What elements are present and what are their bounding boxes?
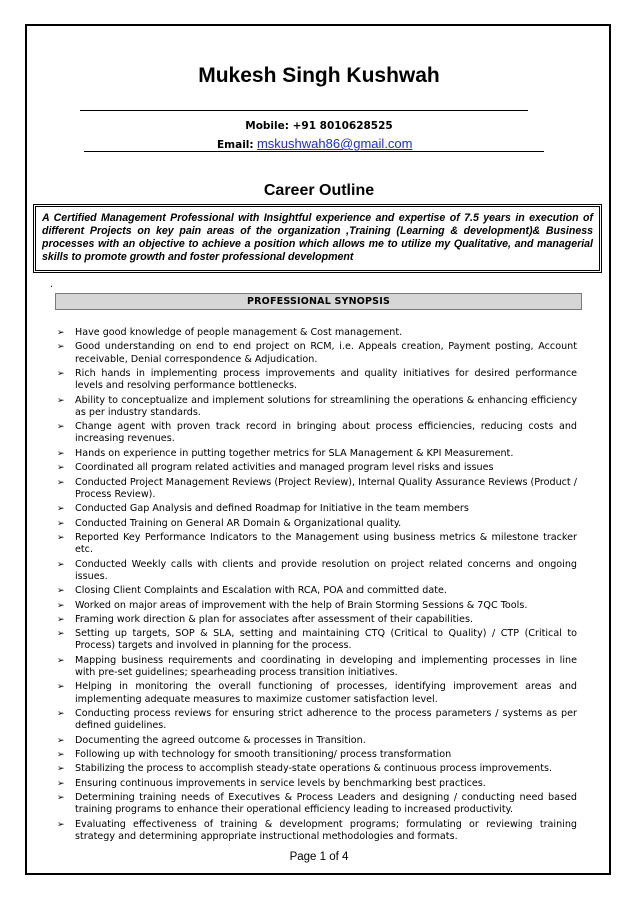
synopsis-bullet-text: Conducted Gap Analysis and defined Roadmap for Initiative in the team members (75, 503, 469, 515)
synopsis-bullet-text: Following up with technology for smooth transitioning/ process transformation (75, 749, 452, 761)
arrowhead-bullet-icon: ➢ (57, 614, 65, 625)
synopsis-bullet-text: Conducted Project Management Reviews (Project Review), Internal Quality Assurance Reviews (Product / Process Review). (75, 476, 577, 500)
email-link[interactable]: mskushwah86@gmail.com (256, 136, 413, 151)
synopsis-bullet-text: Stabilizing the process to accomplish steady-state operations & continuous process improvements. (75, 763, 553, 775)
arrowhead-bullet-icon: ➢ (57, 778, 65, 789)
career-outline-heading: Career Outline (263, 182, 375, 199)
arrowhead-bullet-icon: ➢ (57, 682, 65, 693)
synopsis-bullet-item (55, 477, 577, 501)
synopsis-bullet-text: Documenting the agreed outcome & processes in Transition. (75, 734, 366, 746)
career-outline-text: A Certified Management Professional with Insightful experience and expertise of 7.5 years in execution of different Projects on key pain areas of the organization ,Training (Learning & development)& Business processes with an objective to achieve a position which allows me to utilize my Qualitative, and managerial skills to promote growth and foster professional development (42, 212, 593, 263)
career-outline-box (33, 204, 602, 273)
arrowhead-bullet-icon: ➢ (57, 395, 65, 406)
synopsis-bullet-text: Ability to conceptualize and implement solutions for streamlining the operations & enhancing efficiency as per industry standards. (75, 394, 577, 418)
mobile-number (0, 120, 638, 132)
synopsis-bullet-text: Closing Client Complaints and Escalation with RCA, POA and committed date. (75, 585, 447, 597)
synopsis-bullet-text: Setting up targets, SOP & SLA, setting and maintaining CTQ (Critical to Quality) / CTP (Critical to Process) targets and involved in planning for the process. (75, 628, 577, 652)
synopsis-bullet-text: Conducted Weekly calls with clients and provide resolution on project related concerns and ongoing issues. (75, 558, 577, 582)
candidate-name: Mukesh Singh Kushwah (198, 64, 440, 87)
synopsis-bullet-item (55, 368, 577, 392)
arrowhead-bullet-icon: ➢ (57, 735, 65, 746)
arrowhead-bullet-icon: ➢ (57, 629, 65, 640)
email-line (217, 136, 412, 151)
synopsis-bullet-item (55, 341, 577, 365)
synopsis-bullet-text: Reported Key Performance Indicators to the Management using business metrics & milestone tracker etc. (75, 531, 577, 556)
synopsis-bullet-item (55, 749, 577, 761)
synopsis-bullet-text: Hands on experience in putting together metrics for SLA Management & KPI Measurement. (75, 447, 514, 459)
arrowhead-bullet-icon: ➢ (57, 709, 65, 720)
synopsis-bullet-text: Good understanding on end to end project on RCM, i.e. Appeals creation, Payment posting, Account receivable, Denial correspondence & Adjudication. (75, 341, 577, 365)
synopsis-bullet-text: Ensuring continuous improvements in service levels by benchmarking best practices. (75, 777, 486, 789)
synopsis-bullet-item (55, 327, 577, 339)
arrowhead-bullet-icon: ➢ (57, 504, 65, 515)
synopsis-bullet-item (55, 628, 577, 652)
arrowhead-bullet-icon: ➢ (57, 764, 65, 775)
arrowhead-bullet-icon: ➢ (57, 463, 65, 474)
synopsis-bullet-item (55, 448, 577, 460)
arrowhead-bullet-icon: ➢ (57, 750, 65, 761)
synopsis-bullet-item (55, 763, 577, 775)
synopsis-bullet-text: Conducted Training on General AR Domain & Organizational quality. (75, 517, 402, 529)
synopsis-bullet-item (55, 518, 577, 530)
synopsis-bullet-item (55, 681, 577, 705)
arrowhead-bullet-icon: ➢ (57, 559, 65, 570)
synopsis-bullet-text: Evaluating effectiveness of training & development programs; formulating or reviewing training strategy and determining appropriate instructional methodologies and formats. (75, 818, 577, 843)
arrowhead-bullet-icon: ➢ (57, 532, 65, 543)
synopsis-bullet-text: Mapping business requirements and coordinating in developing and implementing processes in line with pre-set guidelines; spearheading process transition initiatives. (75, 654, 577, 679)
synopsis-bullet-text: Have good knowledge of people management & Cost management. (75, 327, 403, 338)
synopsis-bullet-item (55, 532, 577, 556)
synopsis-bullet-text: Helping in monitoring the overall functioning of processes, identifying improvement areas and implementing adequate measures to maximize customer satisfaction level. (75, 681, 577, 705)
arrowhead-bullet-icon: ➢ (57, 600, 65, 611)
synopsis-bullet-text: Rich hands in implementing process improvements and quality initiatives for desired performance levels and resolving performance bottlenecks. (75, 367, 577, 392)
synopsis-bullet-item (55, 462, 577, 474)
arrowhead-bullet-icon: ➢ (57, 819, 65, 830)
arrowhead-bullet-icon: ➢ (57, 448, 65, 459)
synopsis-bullet-item (55, 503, 577, 515)
arrowhead-bullet-icon: ➢ (57, 586, 65, 597)
header-divider-bottom (84, 151, 544, 152)
mobile-text: Mobile: +91 8010628525 (245, 120, 393, 132)
synopsis-bullet-item (55, 585, 577, 597)
synopsis-bullet-item (55, 600, 577, 612)
arrowhead-bullet-icon: ➢ (57, 655, 65, 666)
synopsis-bullet-item (55, 395, 577, 419)
synopsis-bullet-item (55, 778, 577, 790)
email-label: Email: (217, 139, 254, 151)
synopsis-bullet-item (55, 735, 577, 747)
synopsis-bullet-text: Conducting process reviews for ensuring strict adherence to the process parameters / systems as per defined guidelines. (75, 708, 577, 732)
synopsis-bullet-item (55, 792, 577, 816)
arrowhead-bullet-icon: ➢ (57, 368, 65, 379)
page-number: Page 1 of 4 (289, 851, 349, 863)
synopsis-bullet-text: Coordinated all program related activities and managed program level risks and issues (75, 462, 494, 474)
synopsis-bullet-item (55, 614, 577, 626)
stray-dot: . (50, 279, 54, 290)
header-divider-top (80, 110, 528, 111)
synopsis-bullet-item (55, 819, 577, 843)
professional-synopsis-heading: PROFESSIONAL SYNOPSIS (55, 293, 582, 310)
arrowhead-bullet-icon: ➢ (57, 793, 65, 804)
arrowhead-bullet-icon: ➢ (57, 328, 65, 338)
synopsis-bullet-text: Change agent with proven track record in bringing about process efficiencies, reducing costs and increasing revenues. (75, 421, 577, 445)
synopsis-bullet-item (55, 655, 577, 679)
synopsis-bullet-item (55, 708, 577, 732)
synopsis-bullet-text: Determining training needs of Executives & Process Leaders and designing / conducting need based training programs to enhance their operational efficiency leading to increased productivity. (75, 792, 577, 816)
synopsis-bullet-text: Worked on major areas of improvement with the help of Brain Storming Sessions & 7QC Tools. (75, 599, 528, 611)
arrowhead-bullet-icon: ➢ (57, 477, 65, 488)
arrowhead-bullet-icon: ➢ (57, 342, 65, 353)
synopsis-bullet-item (55, 559, 577, 583)
arrowhead-bullet-icon: ➢ (57, 422, 65, 433)
synopsis-bullet-item (55, 421, 577, 445)
synopsis-bullet-text: Framing work direction & plan for associates after assessment of their capabilities. (75, 613, 473, 625)
synopsis-bullet-list (55, 327, 577, 845)
arrowhead-bullet-icon: ➢ (57, 518, 65, 529)
